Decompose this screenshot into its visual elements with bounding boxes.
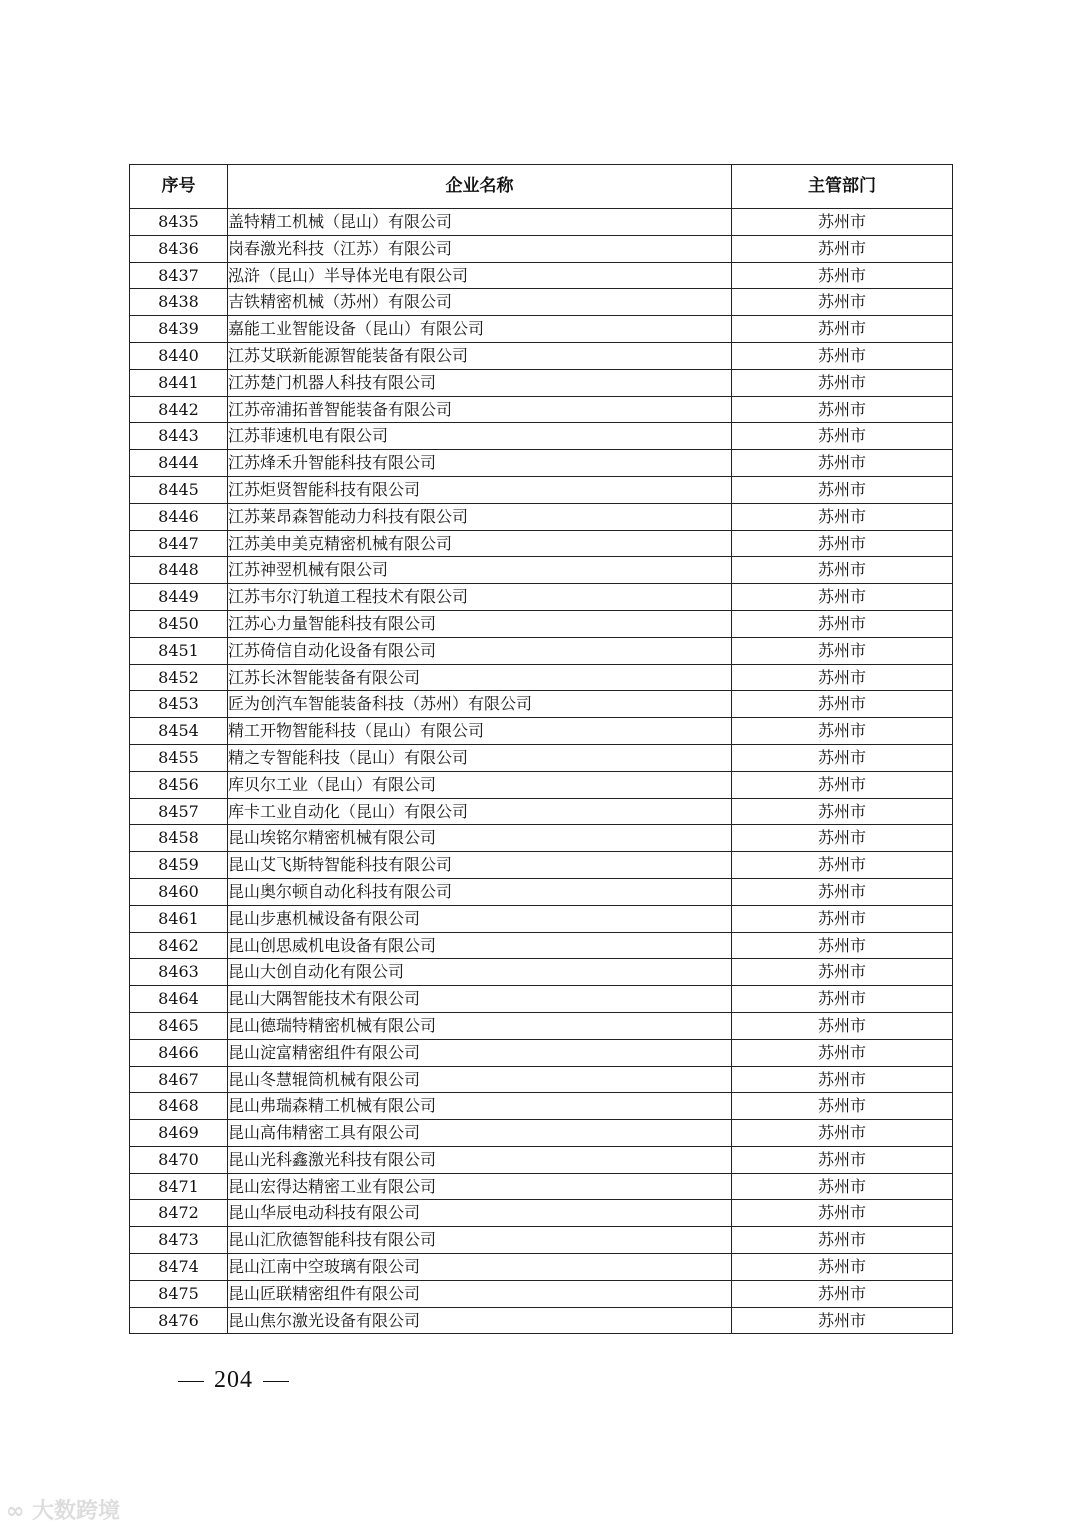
company-name-cell: 江苏烽禾升智能科技有限公司 [228, 450, 732, 477]
table-row [130, 610, 953, 637]
serial-number-cell: 8439 [130, 316, 228, 343]
table-row [130, 557, 953, 584]
department-cell: 苏州市 [732, 1173, 953, 1200]
table-row [130, 932, 953, 959]
serial-number-cell: 8442 [130, 396, 228, 423]
department-cell: 苏州市 [732, 798, 953, 825]
company-name-cell: 江苏莱昂森智能动力科技有限公司 [228, 503, 732, 530]
page-number [168, 1367, 299, 1394]
serial-number-cell: 8463 [130, 959, 228, 986]
department-cell: 苏州市 [732, 476, 953, 503]
department-cell: 苏州市 [732, 262, 953, 289]
department-cell: 苏州市 [732, 342, 953, 369]
company-name-cell: 昆山大隅智能技术有限公司 [228, 986, 732, 1013]
table-row [130, 718, 953, 745]
table-row [130, 798, 953, 825]
serial-number-cell: 8452 [130, 664, 228, 691]
table-row [130, 316, 953, 343]
department-cell: 苏州市 [732, 316, 953, 343]
serial-number-cell: 8467 [130, 1066, 228, 1093]
table-row [130, 262, 953, 289]
department-cell: 苏州市 [732, 1120, 953, 1147]
table-row [130, 691, 953, 718]
table-row [130, 530, 953, 557]
department-cell: 苏州市 [732, 1039, 953, 1066]
company-name-cell: 昆山汇欣德智能科技有限公司 [228, 1227, 732, 1254]
department-cell: 苏州市 [732, 905, 953, 932]
table-row [130, 476, 953, 503]
page-dash-left [178, 1381, 204, 1382]
serial-number-cell: 8444 [130, 450, 228, 477]
company-name-cell: 昆山步惠机械设备有限公司 [228, 905, 732, 932]
serial-number-cell: 8461 [130, 905, 228, 932]
company-name-cell: 吉铁精密机械（苏州）有限公司 [228, 289, 732, 316]
department-cell: 苏州市 [732, 852, 953, 879]
page-dash-right [263, 1381, 289, 1382]
table-row [130, 396, 953, 423]
table-row [130, 1173, 953, 1200]
table-row [130, 744, 953, 771]
serial-number-cell: 8460 [130, 878, 228, 905]
company-name-cell: 嘉能工业智能设备（昆山）有限公司 [228, 316, 732, 343]
company-name-cell: 岗春激光科技（江苏）有限公司 [228, 235, 732, 262]
enterprise-table [129, 164, 953, 1334]
serial-number-cell: 8459 [130, 852, 228, 879]
department-cell: 苏州市 [732, 503, 953, 530]
table-row [130, 1039, 953, 1066]
company-name-cell: 昆山高伟精密工具有限公司 [228, 1120, 732, 1147]
company-name-cell: 昆山宏得达精密工业有限公司 [228, 1173, 732, 1200]
serial-number-cell: 8454 [130, 718, 228, 745]
serial-number-cell: 8464 [130, 986, 228, 1013]
serial-number-cell: 8447 [130, 530, 228, 557]
company-name-cell: 精工开物智能科技（昆山）有限公司 [228, 718, 732, 745]
table-row [130, 235, 953, 262]
serial-number-cell: 8458 [130, 825, 228, 852]
serial-number-cell: 8471 [130, 1173, 228, 1200]
header-department: 主管部门 [732, 165, 953, 209]
company-name-cell: 昆山冬慧辊筒机械有限公司 [228, 1066, 732, 1093]
serial-number-cell: 8469 [130, 1120, 228, 1147]
table-row [130, 450, 953, 477]
serial-number-cell: 8449 [130, 584, 228, 611]
company-name-cell: 昆山焦尔激光设备有限公司 [228, 1307, 732, 1334]
department-cell: 苏州市 [732, 825, 953, 852]
department-cell: 苏州市 [732, 1093, 953, 1120]
department-cell: 苏州市 [732, 1307, 953, 1334]
serial-number-cell: 8446 [130, 503, 228, 530]
company-name-cell: 江苏帝浦拓普智能装备有限公司 [228, 396, 732, 423]
department-cell: 苏州市 [732, 718, 953, 745]
company-name-cell: 泓浒（昆山）半导体光电有限公司 [228, 262, 732, 289]
table-row [130, 1146, 953, 1173]
company-name-cell: 昆山大创自动化有限公司 [228, 959, 732, 986]
serial-number-cell: 8455 [130, 744, 228, 771]
serial-number-cell: 8436 [130, 235, 228, 262]
serial-number-cell: 8441 [130, 369, 228, 396]
serial-number-cell: 8440 [130, 342, 228, 369]
serial-number-cell: 8457 [130, 798, 228, 825]
table-row [130, 905, 953, 932]
serial-number-cell: 8466 [130, 1039, 228, 1066]
company-name-cell: 昆山德瑞特精密机械有限公司 [228, 1012, 732, 1039]
table-row [130, 1200, 953, 1227]
serial-number-cell: 8438 [130, 289, 228, 316]
table-row [130, 986, 953, 1013]
serial-number-cell: 8451 [130, 637, 228, 664]
header-company-name: 企业名称 [228, 165, 732, 209]
serial-number-cell: 8450 [130, 610, 228, 637]
department-cell: 苏州市 [732, 1066, 953, 1093]
department-cell: 苏州市 [732, 771, 953, 798]
company-name-cell: 昆山创思威机电设备有限公司 [228, 932, 732, 959]
table-row [130, 584, 953, 611]
table-row [130, 959, 953, 986]
table-row [130, 503, 953, 530]
serial-number-cell: 8456 [130, 771, 228, 798]
table-row [130, 1066, 953, 1093]
serial-number-cell: 8445 [130, 476, 228, 503]
table-row [130, 1012, 953, 1039]
department-cell: 苏州市 [732, 530, 953, 557]
company-name-cell: 江苏神翌机械有限公司 [228, 557, 732, 584]
company-name-cell: 匠为创汽车智能装备科技（苏州）有限公司 [228, 691, 732, 718]
serial-number-cell: 8443 [130, 423, 228, 450]
serial-number-cell: 8472 [130, 1200, 228, 1227]
department-cell: 苏州市 [732, 1012, 953, 1039]
serial-number-cell: 8435 [130, 209, 228, 236]
serial-number-cell: 8473 [130, 1227, 228, 1254]
table-row [130, 664, 953, 691]
company-name-cell: 江苏艾联新能源智能装备有限公司 [228, 342, 732, 369]
department-cell: 苏州市 [732, 1280, 953, 1307]
department-cell: 苏州市 [732, 1254, 953, 1281]
department-cell: 苏州市 [732, 664, 953, 691]
company-name-cell: 江苏倚信自动化设备有限公司 [228, 637, 732, 664]
table-row [130, 423, 953, 450]
watermark-text: 大数跨境 [32, 1499, 121, 1524]
department-cell: 苏州市 [732, 691, 953, 718]
department-cell: 苏州市 [732, 396, 953, 423]
table-row [130, 209, 953, 236]
table-row [130, 289, 953, 316]
serial-number-cell: 8476 [130, 1307, 228, 1334]
serial-number-cell: 8465 [130, 1012, 228, 1039]
table-row [130, 771, 953, 798]
table-header [130, 165, 953, 209]
company-name-cell: 江苏楚门机器人科技有限公司 [228, 369, 732, 396]
watermark-icon: ∞ [6, 1499, 25, 1524]
table-row [130, 878, 953, 905]
table-row [130, 1120, 953, 1147]
company-name-cell: 昆山光科鑫激光科技有限公司 [228, 1146, 732, 1173]
company-name-cell: 昆山淀富精密组件有限公司 [228, 1039, 732, 1066]
company-name-cell: 昆山埃铭尔精密机械有限公司 [228, 825, 732, 852]
table-row [130, 1280, 953, 1307]
table-row [130, 369, 953, 396]
table-row [130, 637, 953, 664]
department-cell: 苏州市 [732, 637, 953, 664]
department-cell: 苏州市 [732, 235, 953, 262]
department-cell: 苏州市 [732, 610, 953, 637]
watermark-logo [6, 1494, 120, 1525]
company-name-cell: 昆山匠联精密组件有限公司 [228, 1280, 732, 1307]
company-name-cell: 盖特精工机械（昆山）有限公司 [228, 209, 732, 236]
company-name-cell: 库贝尔工业（昆山）有限公司 [228, 771, 732, 798]
department-cell: 苏州市 [732, 369, 953, 396]
company-name-cell: 昆山华辰电动科技有限公司 [228, 1200, 732, 1227]
serial-number-cell: 8462 [130, 932, 228, 959]
serial-number-cell: 8453 [130, 691, 228, 718]
department-cell: 苏州市 [732, 878, 953, 905]
department-cell: 苏州市 [732, 744, 953, 771]
department-cell: 苏州市 [732, 209, 953, 236]
table-row [130, 1227, 953, 1254]
company-name-cell: 昆山弗瑞森精工机械有限公司 [228, 1093, 732, 1120]
header-serial-number: 序号 [130, 165, 228, 209]
header-row [130, 165, 953, 209]
company-name-cell: 江苏炬贤智能科技有限公司 [228, 476, 732, 503]
company-name-cell: 昆山艾飞斯特智能科技有限公司 [228, 852, 732, 879]
company-name-cell: 库卡工业自动化（昆山）有限公司 [228, 798, 732, 825]
table-row [130, 852, 953, 879]
department-cell: 苏州市 [732, 450, 953, 477]
department-cell: 苏州市 [732, 423, 953, 450]
page-number-value: 204 [214, 1367, 253, 1393]
department-cell: 苏州市 [732, 959, 953, 986]
company-name-cell: 江苏菲速机电有限公司 [228, 423, 732, 450]
company-name-cell: 昆山江南中空玻璃有限公司 [228, 1254, 732, 1281]
serial-number-cell: 8468 [130, 1093, 228, 1120]
table-body [130, 209, 953, 1334]
table-row [130, 342, 953, 369]
serial-number-cell: 8474 [130, 1254, 228, 1281]
department-cell: 苏州市 [732, 584, 953, 611]
company-name-cell: 江苏韦尔汀轨道工程技术有限公司 [228, 584, 732, 611]
table-row [130, 825, 953, 852]
department-cell: 苏州市 [732, 1227, 953, 1254]
table-row [130, 1307, 953, 1334]
department-cell: 苏州市 [732, 557, 953, 584]
department-cell: 苏州市 [732, 289, 953, 316]
serial-number-cell: 8448 [130, 557, 228, 584]
serial-number-cell: 8470 [130, 1146, 228, 1173]
serial-number-cell: 8437 [130, 262, 228, 289]
department-cell: 苏州市 [732, 986, 953, 1013]
company-name-cell: 昆山奥尔顿自动化科技有限公司 [228, 878, 732, 905]
company-name-cell: 江苏心力量智能科技有限公司 [228, 610, 732, 637]
company-name-cell: 江苏长沐智能装备有限公司 [228, 664, 732, 691]
department-cell: 苏州市 [732, 932, 953, 959]
company-name-cell: 江苏美申美克精密机械有限公司 [228, 530, 732, 557]
serial-number-cell: 8475 [130, 1280, 228, 1307]
table-row [130, 1254, 953, 1281]
table-row [130, 1093, 953, 1120]
company-name-cell: 精之专智能科技（昆山）有限公司 [228, 744, 732, 771]
department-cell: 苏州市 [732, 1146, 953, 1173]
department-cell: 苏州市 [732, 1200, 953, 1227]
